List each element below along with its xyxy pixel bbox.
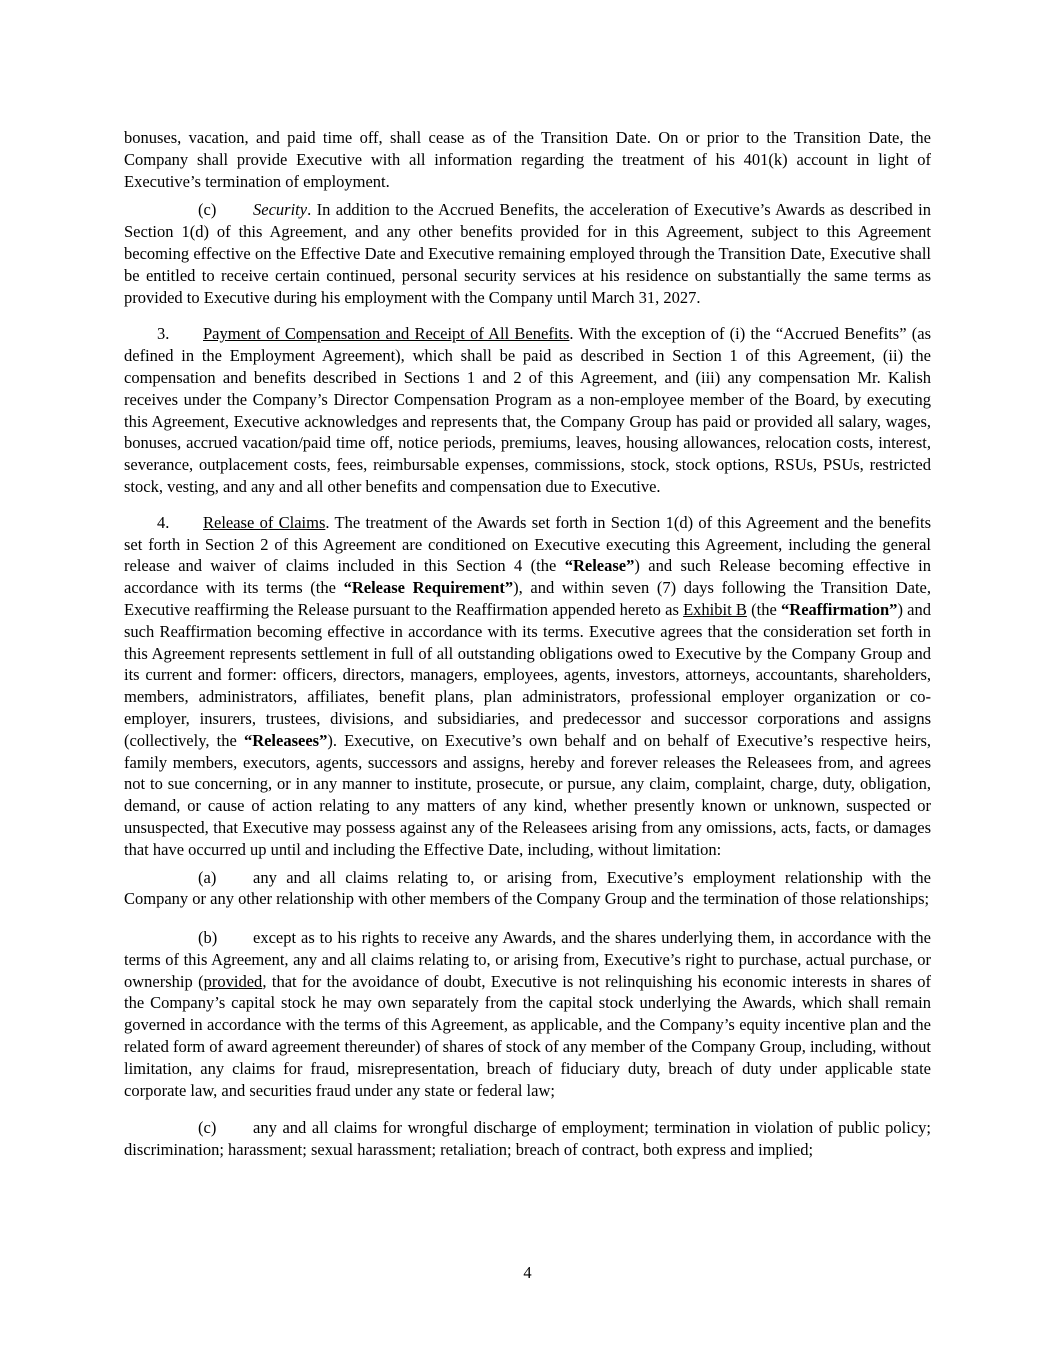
defined-term-reaffirmation: “Reaffirmation” bbox=[781, 599, 898, 619]
section-heading-underlined: Payment of Compensation and Receipt of All Benefits bbox=[203, 324, 570, 344]
paragraph-continuation bbox=[124, 127, 931, 192]
section-3-payment-of-compensation bbox=[124, 323, 931, 497]
text-run: any and all claims relating to, or arising from, Executive’s employment relationship with the Company or any other relationship with other members of the Company Group and the termination of those relationships; bbox=[124, 867, 931, 909]
list-marker: (b) bbox=[198, 928, 218, 948]
text-run: any and all claims for wrongful discharge of employment; termination in violation of public policy; discrimination; harassment; sexual harassment; retaliation; breach of contract, both express and implied; bbox=[124, 1118, 931, 1160]
section-heading-underlined: Release of Claims bbox=[203, 512, 326, 532]
text-run: bonuses, vacation, and paid time off, shall cease as of the Transition Date. On or prior to the Transition Date, the Company shall provide Executive with all information regarding the treatment of his 401(k) account in light of Executive’s termination of employment. bbox=[124, 128, 931, 191]
text-run: (the bbox=[746, 599, 782, 619]
subparagraph-c-security bbox=[124, 199, 931, 308]
list-marker: (c) bbox=[198, 200, 217, 220]
page-footer bbox=[0, 1262, 1055, 1284]
text-run: . The treatment of the Awards set forth in Section 1(d) of this Agreement and the benefits set forth in Section 2 of this Agreement are conditioned on Executive executing this Agreement, including the general release and waiver of claims included in this Section 4 (the bbox=[124, 512, 931, 576]
text-run: except as to his rights to receive any Awards, and the shares underlying them, in accordance with the terms of this Agreement, any and all claims relating to, or arising from, Executive’s right to purchase, actual purchase, or ownership ( bbox=[124, 928, 931, 991]
text-run: ) and such Reaffirmation becoming effective in accordance with its terms. Executive agrees that the consideration set forth in this Agreement represents settlement in full of all outstanding obligations owed to Executive by the Company Group and its current and former: officers, directors, managers, employees, agents, investors, attorneys, accountants, shareholders, members, administrators, affiliates, benefit plans, plan administrators, professional employer organization or co-employer, insurers, trustees, divisions, and subsidiaries, and predecessor and successor corporations and assigns (collectively, the bbox=[124, 599, 931, 750]
list-marker: (a) bbox=[198, 867, 217, 887]
text-run: . With the exception of (i) the “Accrued Benefits” (as defined in the Employment Agreement), which shall be paid as described in Section 1 of this Agreement, (ii) the compensation and benefits described in Sections 1 and 2 of this Agreement, and (iii) any compensation Mr. Kalish receives under the Company’s Director Compensation Program as a non-employee member of the Board, by executing this Agreement, Executive acknowledges and represents that, the Company Group has paid or provided all salary, wages, bonuses, accrued vacation/paid time off, notice periods, premiums, leaves, housing allowances, relocation costs, interest, severance, outplacement costs, fees, reimbursable expenses, commissions, stock, stock options, RSUs, PSUs, restricted stock, vesting, and any and all other benefits and compensation due to Executive. bbox=[124, 324, 932, 496]
text-run-italic: Security bbox=[253, 200, 308, 220]
page-number: 4 bbox=[523, 1263, 532, 1282]
defined-term-releasees: “Releasees” bbox=[243, 730, 328, 750]
subparagraph-b-awards bbox=[124, 927, 931, 1101]
section-4-release-of-claims bbox=[124, 512, 931, 861]
section-number: 4. bbox=[157, 512, 170, 532]
proviso-term-underlined: provided bbox=[203, 971, 263, 991]
subparagraph-a-claims bbox=[124, 867, 931, 911]
defined-term-release-requirement: “Release Requirement” bbox=[343, 578, 514, 598]
text-run: ) and such Release becoming effective in accordance with its terms (the bbox=[124, 556, 931, 598]
section-number: 3. bbox=[157, 324, 170, 344]
exhibit-b-reference-underlined: Exhibit B bbox=[683, 599, 747, 619]
text-run: , that for the avoidance of doubt, Executive is not relinquishing his economic interests in shares of the Company’s capital stock he may own separately from the capital stock underlying the Awards, which shall remain governed in accordance with the terms of this Agreement, as applicable, and the Company’s equity incentive plan and the related form of award agreement thereunder) of shares of stock of any member of the Company Group, including, without limitation, any claims for fraud, misrepresentation, breach of fiduciary duty, breach of duty under applicable state corporate law, and securities fraud under any state or federal law; bbox=[124, 971, 931, 1100]
subparagraph-c-wrongful-discharge bbox=[124, 1117, 931, 1161]
defined-term-release: “Release” bbox=[564, 556, 635, 576]
text-run: ). Executive, on Executive’s own behalf and on behalf of Executive’s respective heirs, family members, executors, agents, successors and assigns, hereby and forever releases the Releasees from, and agrees not to sue concerning, or in any manner to institute, prosecute, or pursue, any claim, complaint, charge, duty, obligation, demand, or cause of action relating to any matters of any kind, whether presently known or unknown, suspected or unsuspected, that Executive may possess against any of the Releasees arising from any omissions, acts, facts, or damages that have occurred up until and including the Effective Date, including, without limitation: bbox=[124, 730, 932, 859]
text-run: . In addition to the Accrued Benefits, the acceleration of Executive’s Awards as described in Section 1(d) of this Agreement, and any other benefits provided for in this Agreement, subject to this Agreement becoming effective on the Effective Date and Executive remaining employed through the Transition Date, Executive shall be entitled to receive certain continued, personal security services at his residence on substantially the same terms as provided to Executive during his employment with the Company until March 31, 2027. bbox=[124, 200, 931, 307]
text-run: ), and within seven (7) days following the Transition Date, Executive reaffirming the Release pursuant to the Reaffirmation appended hereto as bbox=[124, 578, 932, 619]
list-marker: (c) bbox=[198, 1118, 217, 1138]
